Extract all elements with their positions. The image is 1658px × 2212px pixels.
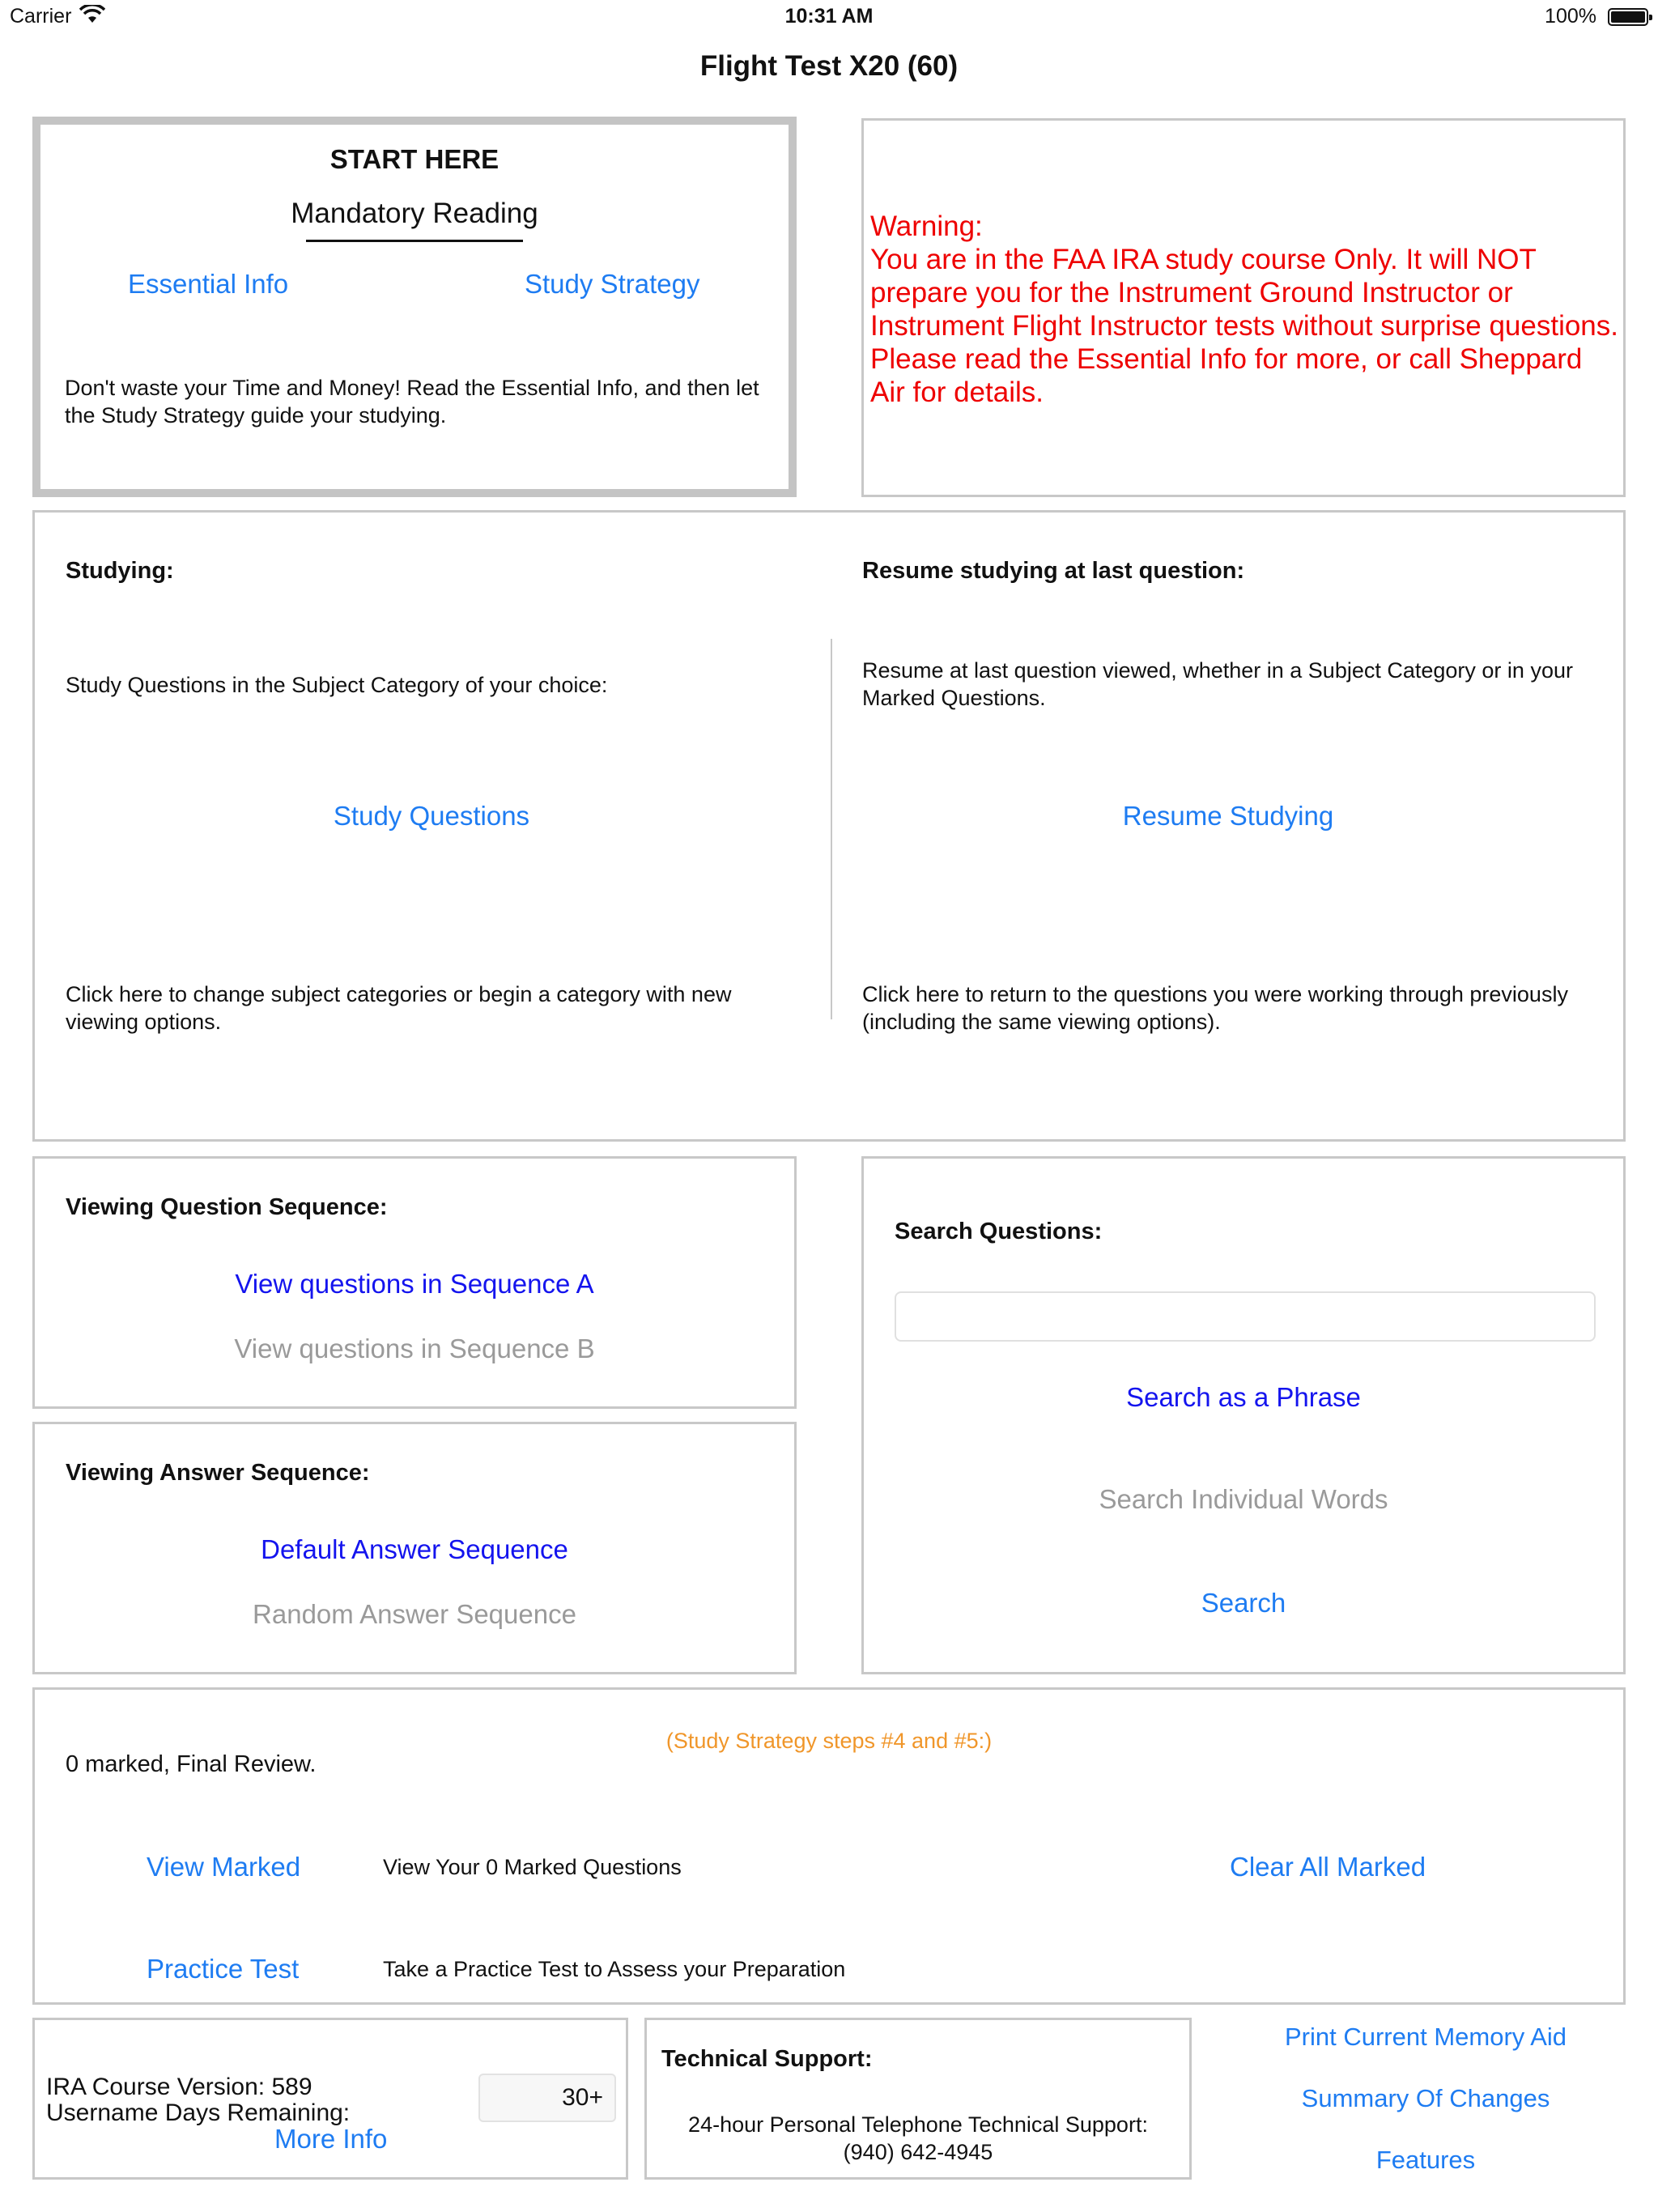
clock: 10:31 AM [784,5,874,28]
final-review-panel [32,1687,1626,2005]
studying-description: Study Questions in the Subject Category of your choice: [66,673,608,697]
start-here-description: Don't waste your Time and Money! Read the Essential Info, and then let the Study Strategy guide your studying. [65,376,759,428]
page-title: Flight Test X20 (60) [699,50,959,82]
warning-heading: Warning: [870,211,983,242]
search-panel [861,1156,1626,1674]
strategy-steps-note: (Study Strategy steps #4 and #5:) [665,1729,993,1753]
warning-panel [861,118,1626,497]
heading-underline [306,240,523,242]
days-remaining-label: Username Days Remaining: [46,2099,351,2126]
course-version-panel [32,2018,628,2180]
search-title: Search Questions: [895,1219,1103,1244]
view-marked-button[interactable]: View Marked [147,1852,301,1882]
start-here-title: START HERE [329,144,500,174]
print-memory-aid-link[interactable]: Print Current Memory Aid [1285,2023,1567,2051]
mandatory-reading-heading: Mandatory Reading [291,198,538,229]
resume-title: Resume studying at last question: [862,558,1245,584]
view-marked-description: View Your 0 Marked Questions [383,1855,682,1879]
battery-percent: 100% [1545,5,1596,28]
battery-icon [1608,8,1648,26]
summary-of-changes-link[interactable]: Summary Of Changes [1301,2084,1550,2112]
features-link[interactable]: Features [1375,2146,1476,2174]
sequence-a-option[interactable]: View questions in Sequence A [235,1269,594,1299]
support-description: 24-hour Personal Telephone Technical Support: [688,2112,1148,2137]
warning-body: You are in the FAA IRA study course Only. It will NOT prepare you for the Instrument Ground Instructor or Instrument Flight Instructor tests without surprise questions. Please read the Essential Info for more, or call Sheppard Air for details. [870,244,1618,408]
study-strategy-link[interactable]: Study Strategy [525,269,700,299]
status-bar [0,0,1658,36]
technical-support-title: Technical Support: [661,2046,873,2072]
essential-info-link[interactable]: Essential Info [128,269,289,299]
question-sequence-panel [32,1156,797,1409]
study-questions-button[interactable]: Study Questions [333,801,530,831]
marked-count-title: 0 marked, Final Review. [66,1751,317,1777]
carrier-label: Carrier [10,5,72,28]
support-phone: (940) 642-4945 [843,2140,993,2164]
answer-sequence-panel [32,1422,797,1674]
studying-title: Studying: [66,558,174,584]
search-button[interactable]: Search [1201,1588,1286,1618]
search-as-phrase-option[interactable]: Search as a Phrase [1126,1382,1361,1412]
technical-support-panel [644,2018,1192,2180]
course-version-label: IRA Course Version: 589 [46,2074,312,2100]
days-remaining-value: 30+ [478,2074,616,2122]
question-sequence-title: Viewing Question Sequence: [66,1194,388,1220]
studying-help-text: Click here to change subject categories or begin a category with new viewing options. [66,982,732,1034]
practice-test-description: Take a Practice Test to Assess your Preparation [383,1957,846,1981]
studying-panel [32,510,1626,1142]
search-input[interactable] [895,1291,1596,1342]
answer-sequence-title: Viewing Answer Sequence: [66,1460,370,1486]
default-answer-sequence-option[interactable]: Default Answer Sequence [261,1534,568,1564]
practice-test-button[interactable]: Practice Test [147,1954,300,1984]
technical-support-info [647,2111,1189,2166]
more-info-link[interactable]: More Info [274,2124,388,2154]
search-individual-words-option[interactable]: Search Individual Words [1099,1484,1388,1514]
resume-help-text: Click here to return to the questions you were working through previously (including the same viewing options). [862,982,1568,1034]
resume-studying-button[interactable]: Resume Studying [1122,801,1334,831]
resume-description: Resume at last question viewed, whether in a Subject Category or in your Marked Questions. [862,658,1573,710]
clear-all-marked-button[interactable]: Clear All Marked [1230,1852,1426,1882]
random-answer-sequence-option[interactable]: Random Answer Sequence [253,1599,576,1629]
sequence-b-option[interactable]: View questions in Sequence B [234,1334,595,1363]
warning-message [870,210,1622,409]
start-here-panel [32,117,797,497]
